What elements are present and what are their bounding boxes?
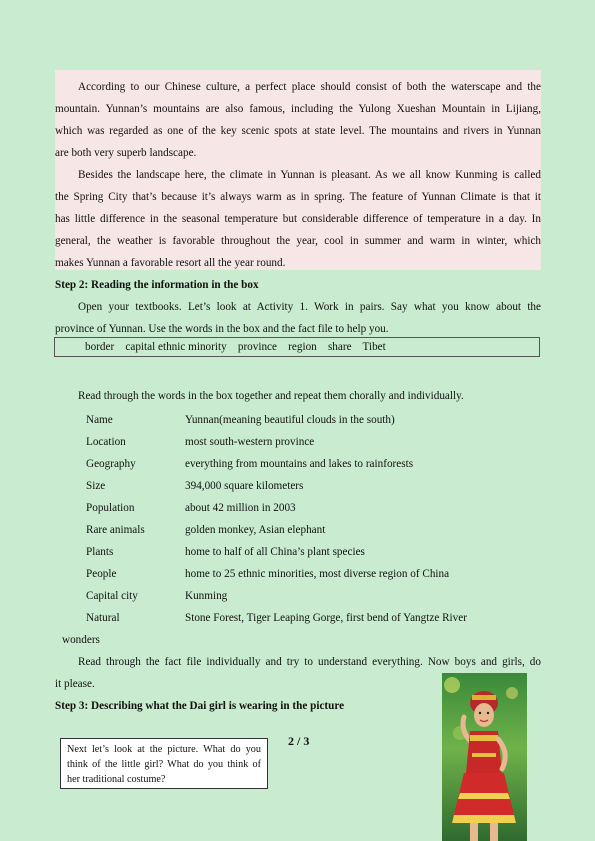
read-fact-line-2: it please.: [55, 678, 95, 690]
fact-value: home to 25 ethnic minorities, most diverse region of China: [185, 568, 450, 580]
fact-value: everything from mountains and lakes to rainforests: [185, 458, 414, 470]
fact-row: [86, 567, 526, 581]
para1-line-1: According to our Chinese culture, a perfect place should consist of both the waterscape and the: [78, 81, 541, 93]
para2-line-2: the Spring City that’s because it’s always warm as in spring. The feature of Yunnan Climate is that it: [55, 191, 541, 203]
step2-heading: Step 2: Reading the information in the box: [55, 279, 259, 291]
fact-key: Size: [86, 480, 106, 492]
read-fact-line-1: Read through the fact file individually and try to understand everything. Now boys and girls, do: [78, 656, 541, 668]
question-box: [60, 738, 268, 789]
para2-line-1: Besides the landscape here, the climate in Yunnan is pleasant. As we all know Kunming is called: [78, 169, 541, 181]
fact-key: People: [86, 568, 117, 580]
fact-row: [86, 523, 526, 537]
fact-value: home to half of all China’s plant species: [185, 546, 365, 558]
fact-row: [86, 435, 526, 449]
fact-row: [86, 501, 526, 515]
fact-value: golden monkey, Asian elephant: [185, 524, 326, 536]
dai-girl-dancer-photo-icon: [442, 673, 527, 841]
page-number: 2 / 3: [288, 734, 310, 748]
para2-line-3: has little difference in the seasonal temperature but considerable difference of temperature in a day. In: [55, 213, 541, 225]
fact-key: Geography: [86, 458, 136, 470]
para2-line-4: general, the weather is favorable throughout the year, cool in summer and warm in winter, which: [55, 235, 541, 247]
fact-key-continuation: wonders: [62, 634, 100, 646]
fact-row: [86, 589, 526, 603]
dai-girl-photo: [442, 673, 527, 841]
para1-line-3: which was regarded as one of the key scenic spots at state level. The mountains and rivers in Yunnan: [55, 125, 541, 137]
fact-row: [86, 611, 526, 625]
fact-value: Yunnan(meaning beautiful clouds in the south): [185, 414, 395, 426]
step2-line-1: Open your textbooks. Let’s look at Activity 1. Work in pairs. Say what you know about the: [78, 301, 541, 313]
fact-row: [86, 457, 526, 471]
para1-line-2: mountain. Yunnan’s mountains are also famous, including the Yulong Xueshan Mountain in Lijiang,: [55, 103, 541, 115]
step3-heading: Step 3: Describing what the Dai girl is wearing in the picture: [55, 700, 345, 712]
fact-row: [86, 545, 526, 559]
fact-row: [86, 479, 526, 493]
word-box: [54, 337, 540, 357]
fact-value: about 42 million in 2003: [185, 502, 296, 514]
fact-row: [86, 413, 526, 427]
word-box-text: border capital ethnic minority province region share Tibet: [85, 341, 386, 353]
para1-line-4: are both very superb landscape.: [55, 147, 197, 159]
fact-value: Kunming: [185, 590, 228, 602]
step2-line-2: province of Yunnan. Use the words in the box and the fact file to help you.: [55, 323, 389, 335]
fact-key: Name: [86, 414, 113, 426]
para2-line-5: makes Yunnan a favorable resort all the year round.: [55, 257, 286, 269]
fact-value: most south-western province: [185, 436, 315, 448]
fact-key: Population: [86, 502, 135, 514]
fact-key: Plants: [86, 546, 114, 558]
read-words-instruction: Read through the words in the box together and repeat them chorally and individually.: [78, 390, 464, 402]
fact-value: 394,000 square kilometers: [185, 480, 304, 492]
question-text: Next let’s look at the picture. What do you think of the little girl? What do you think of her traditional costume?: [67, 744, 261, 785]
fact-key: Rare animals: [86, 524, 145, 536]
fact-key: Natural: [86, 612, 120, 624]
fact-key: Location: [86, 436, 126, 448]
fact-value: Stone Forest, Tiger Leaping Gorge, first bend of Yangtze River: [185, 612, 467, 624]
fact-key: Capital city: [86, 590, 138, 602]
